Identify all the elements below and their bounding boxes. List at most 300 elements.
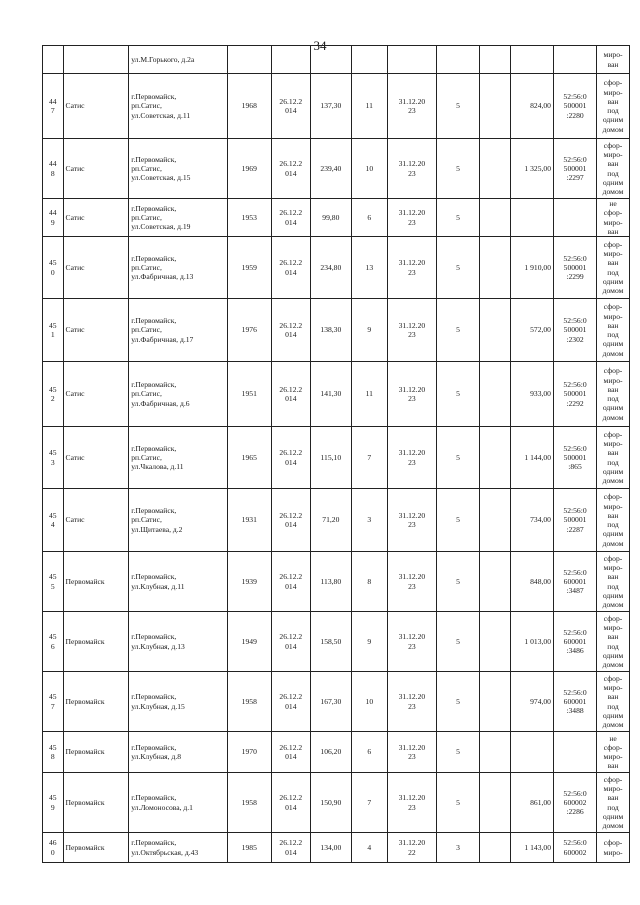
land-plot-status-cell [597, 427, 630, 489]
row-number: 45 9 [48, 793, 57, 812]
cadastral-number: 52:56:0 500001 :2292 [563, 380, 587, 408]
inclusion-date: 26.12.2 014 [279, 632, 303, 651]
cadastral-number: 52:56:0 600001 :3488 [563, 687, 587, 716]
resettlement-deadline-cell [387, 672, 436, 732]
land-plot-status-cell [597, 833, 630, 863]
inclusion-date-cell [271, 299, 310, 362]
cadastral-number-cell [553, 612, 596, 672]
period-years-cell [437, 299, 480, 362]
inclusion-date: 26.12.2 014 [279, 384, 303, 403]
table-row [43, 552, 630, 612]
land-area: 1 143,00 [524, 842, 551, 852]
building-address: г.Первомайск, рп.Сатис, ул.Фабричная, д.17 [131, 316, 194, 344]
cadastral-number-cell [553, 139, 596, 199]
resettlement-deadline-cell [387, 46, 436, 74]
inclusion-date: 26.12.2 014 [279, 96, 303, 115]
building-address: г.Первомайск, ул.Клубная, д.13 [131, 632, 185, 651]
land-area-cell [510, 427, 553, 489]
row-number-cell [43, 46, 64, 74]
cadastral-number-cell [553, 199, 596, 237]
land-plot-status-cell [597, 489, 630, 552]
row-number-cell [43, 299, 64, 362]
settlement-name: Сатис [65, 163, 85, 173]
total-area: 71,20 [322, 515, 340, 525]
land-area: 1 325,00 [524, 163, 551, 173]
settlement-name: Первомайск [65, 797, 105, 807]
land-area-cell [510, 552, 553, 612]
land-plot-status: сфор- миро- [603, 838, 623, 857]
period-years-cell [437, 612, 480, 672]
settlement-name-cell [63, 199, 129, 237]
land-area-cell [510, 139, 553, 199]
construction-year-cell [227, 362, 271, 427]
resettlement-deadline: 31.12.20 23 [398, 208, 426, 227]
inclusion-date: 26.12.2 014 [279, 742, 303, 761]
table-row [43, 612, 630, 672]
total-area-cell [310, 489, 351, 552]
settlement-name-cell [63, 46, 129, 74]
total-area: 150,90 [320, 797, 342, 807]
total-area-cell [310, 199, 351, 237]
empty-cell-cell [480, 139, 511, 199]
land-plot-status-cell [597, 199, 630, 237]
row-number-cell [43, 552, 64, 612]
construction-year-cell [227, 672, 271, 732]
resettlement-deadline: 31.12.20 23 [398, 384, 426, 403]
resettlement-deadline-cell [387, 732, 436, 773]
resettlement-deadline: 31.12.20 23 [398, 96, 426, 115]
apartment-count-cell [351, 427, 387, 489]
apartment-count: 13 [365, 262, 374, 272]
inclusion-date: 26.12.2 014 [279, 320, 303, 339]
inclusion-date-cell [271, 732, 310, 773]
resettlement-deadline: 31.12.20 23 [398, 510, 426, 529]
settlement-name: Сатис [65, 325, 85, 335]
land-area-cell [510, 46, 553, 74]
inclusion-date: 26.12.2 014 [279, 448, 303, 467]
building-address: г.Первомайск, рп.Сатис, ул.Советская, д.15 [131, 154, 191, 183]
row-number: 46 0 [48, 838, 57, 857]
row-number-cell [43, 74, 64, 139]
cadastral-number: 52:56:0 500001 :2297 [563, 154, 587, 183]
construction-year-cell [227, 139, 271, 199]
cadastral-number-cell [553, 46, 596, 74]
settlement-name: Сатис [65, 212, 85, 222]
land-area: 1 013,00 [524, 636, 551, 646]
apartment-count: 10 [365, 696, 374, 706]
building-address: г.Первомайск, рп.Сатис, ул.Советская, д.11 [131, 92, 191, 120]
total-area-cell [310, 552, 351, 612]
land-area-cell [510, 237, 553, 299]
apartment-count: 11 [365, 389, 373, 399]
construction-year: 1951 [241, 389, 257, 399]
total-area: 99,80 [322, 212, 340, 222]
inclusion-date: 26.12.2 014 [279, 208, 303, 227]
building-address-cell [129, 552, 228, 612]
period-years: 5 [456, 389, 460, 399]
row-number: 45 4 [48, 510, 57, 529]
land-plot-status-cell [597, 552, 630, 612]
total-area-cell [310, 773, 351, 833]
inclusion-date-cell [271, 833, 310, 863]
row-number: 45 5 [48, 572, 57, 591]
period-years-cell [437, 74, 480, 139]
construction-year-cell [227, 427, 271, 489]
period-years-cell [437, 237, 480, 299]
row-number: 45 8 [48, 742, 57, 761]
land-plot-status: не сфор- миро- ван [603, 199, 623, 236]
building-address: г.Первомайск, ул.Клубная, д.11 [131, 572, 185, 591]
settlement-name: Первомайск [65, 842, 105, 852]
total-area-cell [310, 362, 351, 427]
cadastral-number: 52:56:0 500001 :2299 [563, 253, 587, 282]
row-number: 45 7 [48, 692, 57, 711]
period-years-cell [437, 427, 480, 489]
table-row [43, 299, 630, 362]
construction-year: 1949 [241, 636, 257, 646]
inclusion-date: 26.12.2 014 [279, 692, 303, 711]
row-number: 44 8 [48, 159, 57, 178]
land-plot-status-cell [597, 299, 630, 362]
row-number-cell [43, 773, 64, 833]
empty-cell-cell [480, 833, 511, 863]
total-area-cell [310, 833, 351, 863]
cadastral-number-cell [553, 362, 596, 427]
settlement-name: Первомайск [65, 696, 105, 706]
empty-cell-cell [480, 489, 511, 552]
building-address-cell [129, 773, 228, 833]
apartment-count: 3 [367, 515, 372, 525]
building-address-cell [129, 427, 228, 489]
total-area: 138,30 [320, 325, 342, 335]
table-row [43, 489, 630, 552]
inclusion-date-cell [271, 139, 310, 199]
land-area-cell [510, 732, 553, 773]
apartment-count-cell [351, 773, 387, 833]
empty-cell-cell [480, 362, 511, 427]
total-area-cell [310, 139, 351, 199]
construction-year-cell [227, 732, 271, 773]
land-plot-status-cell [597, 74, 630, 139]
page-number: 34 [313, 38, 327, 53]
settlement-name: Сатис [65, 389, 85, 399]
resettlement-deadline: 31.12.20 23 [398, 448, 426, 467]
apartment-count-cell [351, 612, 387, 672]
cadastral-number: 52:56:0 600002 [563, 838, 587, 857]
resettlement-deadline-cell [387, 612, 436, 672]
cadastral-number: 52:56:0 500001 :865 [563, 443, 587, 472]
building-address: г.Первомайск, ул.Ломоносова, д.1 [131, 793, 193, 812]
construction-year-cell [227, 299, 271, 362]
resettlement-deadline-cell [387, 489, 436, 552]
land-area: 848,00 [530, 576, 551, 586]
period-years-cell [437, 552, 480, 612]
inclusion-date: 26.12.2 014 [279, 159, 303, 178]
building-address: г.Первомайск, ул.Октябрьская, д.43 [131, 838, 199, 857]
land-plot-status: сфор- миро- ван под одним домом [602, 613, 624, 669]
period-years: 5 [456, 262, 460, 272]
cadastral-number: 52:56:0 600001 :3487 [563, 567, 587, 596]
apartment-count: 4 [367, 842, 372, 852]
land-plot-status-cell [597, 139, 630, 199]
apartment-count: 11 [365, 101, 373, 111]
table-row [43, 139, 630, 199]
total-area: 106,20 [320, 747, 342, 757]
total-area-cell [310, 237, 351, 299]
total-area: 239,40 [320, 163, 342, 173]
period-years-cell [437, 672, 480, 732]
period-years: 5 [456, 325, 460, 335]
cadastral-number-cell [553, 427, 596, 489]
table-row [43, 427, 630, 489]
land-plot-status-cell [597, 612, 630, 672]
settlement-name: Сатис [65, 452, 85, 462]
construction-year-cell [227, 773, 271, 833]
row-number-cell [43, 199, 64, 237]
settlement-name-cell [63, 427, 129, 489]
inclusion-date-cell [271, 612, 310, 672]
land-area: 1 910,00 [524, 262, 551, 272]
period-years-cell [437, 732, 480, 773]
cadastral-number-cell [553, 833, 596, 863]
settlement-name-cell [63, 237, 129, 299]
building-address: г.Первомайск, рп.Сатис, ул.Фабричная, д.13 [131, 253, 194, 282]
total-area-cell [310, 672, 351, 732]
building-address-cell [129, 833, 228, 863]
inclusion-date-cell [271, 773, 310, 833]
resettlement-deadline: 31.12.20 23 [398, 742, 426, 761]
settlement-name-cell [63, 489, 129, 552]
inclusion-date: 26.12.2 014 [279, 510, 303, 529]
total-area-cell [310, 427, 351, 489]
total-area: 115,10 [320, 452, 342, 462]
settlement-name-cell [63, 612, 129, 672]
land-plot-status-cell [597, 46, 630, 74]
land-area: 1 144,00 [524, 452, 551, 462]
resettlement-deadline: 31.12.20 23 [398, 320, 426, 339]
settlement-name-cell [63, 139, 129, 199]
construction-year-cell [227, 489, 271, 552]
period-years-cell [437, 362, 480, 427]
land-area-cell [510, 489, 553, 552]
apartment-count-cell [351, 46, 387, 74]
inclusion-date-cell [271, 427, 310, 489]
row-number-cell [43, 489, 64, 552]
construction-year: 1985 [241, 842, 257, 852]
land-area-cell [510, 362, 553, 427]
apartment-count: 7 [367, 797, 372, 807]
resettlement-deadline: 31.12.20 23 [398, 632, 426, 651]
apartment-count-cell [351, 672, 387, 732]
construction-year: 1931 [241, 515, 257, 525]
row-number: 44 9 [48, 208, 57, 227]
resettlement-deadline: 31.12.20 23 [398, 793, 426, 812]
empty-cell-cell [480, 732, 511, 773]
apartment-count-cell [351, 732, 387, 773]
inclusion-date: 26.12.2 014 [279, 258, 303, 277]
land-plot-status-cell [597, 773, 630, 833]
total-area: 234,80 [320, 262, 342, 272]
resettlement-deadline-cell [387, 552, 436, 612]
land-plot-status-cell [597, 672, 630, 732]
land-plot-status: сфор- миро- ван под одним домом [602, 302, 624, 358]
table-row [43, 732, 630, 773]
table-row [43, 773, 630, 833]
settlement-name: Сатис [65, 515, 85, 525]
land-plot-status: сфор- миро- ван под одним домом [602, 239, 624, 295]
construction-year: 1939 [241, 576, 257, 586]
total-area-cell [310, 46, 351, 74]
construction-year-cell [227, 612, 271, 672]
land-area: 974,00 [530, 696, 551, 706]
construction-year: 1970 [241, 747, 257, 757]
total-area: 158,50 [320, 636, 342, 646]
land-plot-status: сфор- миро- ван под одним домом [602, 429, 624, 485]
building-address-cell [129, 489, 228, 552]
inclusion-date: 26.12.2 014 [279, 572, 303, 591]
construction-year-cell [227, 199, 271, 237]
land-plot-status: сфор- миро- ван под одним домом [602, 553, 624, 609]
row-number-cell [43, 362, 64, 427]
apartment-count-cell [351, 237, 387, 299]
land-area-cell [510, 773, 553, 833]
apartment-count-cell [351, 489, 387, 552]
row-number: 45 0 [48, 258, 57, 277]
construction-year: 1959 [241, 262, 257, 272]
cadastral-number-cell [553, 552, 596, 612]
inclusion-date-cell [271, 74, 310, 139]
row-number-cell [43, 427, 64, 489]
table-row [43, 74, 630, 139]
period-years: 5 [456, 576, 460, 586]
land-area-cell [510, 199, 553, 237]
settlement-name-cell [63, 299, 129, 362]
building-address-cell [129, 46, 228, 74]
cadastral-number: 52:56:0 500001 :2302 [563, 316, 587, 344]
cadastral-number-cell [553, 672, 596, 732]
apartment-count: 8 [367, 576, 372, 586]
resettlement-deadline-cell [387, 74, 436, 139]
building-address-cell [129, 237, 228, 299]
table-row [43, 237, 630, 299]
inclusion-date-cell [271, 489, 310, 552]
building-address: г.Первомайск, ул.Клубная, д.15 [131, 692, 185, 711]
construction-year-cell [227, 833, 271, 863]
apartment-count: 9 [367, 636, 372, 646]
row-number-cell [43, 672, 64, 732]
resettlement-deadline-cell [387, 299, 436, 362]
period-years: 5 [456, 696, 460, 706]
settlement-name: Первомайск [65, 576, 105, 586]
row-number: 45 2 [48, 384, 57, 403]
building-address-cell [129, 299, 228, 362]
construction-year: 1965 [241, 452, 257, 462]
cadastral-number-cell [553, 489, 596, 552]
inclusion-date-cell [271, 237, 310, 299]
inclusion-date-cell [271, 199, 310, 237]
row-number: 44 7 [48, 96, 57, 115]
housing-registry-table [42, 45, 630, 863]
resettlement-deadline-cell [387, 427, 436, 489]
settlement-name: Первомайск [65, 636, 105, 646]
row-number-cell [43, 237, 64, 299]
settlement-name-cell [63, 732, 129, 773]
table-row [43, 672, 630, 732]
settlement-name-cell [63, 74, 129, 139]
empty-cell-cell [480, 672, 511, 732]
land-area: 734,00 [530, 515, 551, 525]
settlement-name: Сатис [65, 262, 85, 272]
total-area: 167,30 [320, 696, 342, 706]
cadastral-number: 52:56:0 500001 :2287 [563, 506, 587, 534]
period-years-cell [437, 773, 480, 833]
building-address: г.Первомайск, рп.Сатис, ул.Щитаева, д.2 [131, 506, 183, 534]
construction-year: 1968 [241, 101, 257, 111]
apartment-count-cell [351, 552, 387, 612]
resettlement-deadline: 31.12.20 23 [398, 692, 426, 711]
construction-year: 1953 [241, 212, 257, 222]
empty-cell-cell [480, 74, 511, 139]
period-years: 5 [456, 163, 460, 173]
cadastral-number: 52:56:0 500001 :2280 [563, 92, 587, 120]
land-plot-status: сфор- миро- ван под одним домом [602, 492, 624, 548]
table-row [43, 46, 630, 74]
total-area-cell [310, 612, 351, 672]
row-number: 45 1 [48, 320, 57, 339]
building-address: г.Первомайск, ул.Клубная, д.8 [131, 742, 182, 761]
building-address: г.Первомайск, рп.Сатис, ул.Фабричная, д.6 [131, 380, 190, 408]
settlement-name-cell [63, 672, 129, 732]
resettlement-deadline-cell [387, 237, 436, 299]
row-number-cell [43, 732, 64, 773]
apartment-count-cell [351, 139, 387, 199]
inclusion-date-cell [271, 552, 310, 612]
building-address-cell [129, 139, 228, 199]
cadastral-number-cell [553, 74, 596, 139]
cadastral-number: 52:56:0 600001 :3486 [563, 627, 587, 656]
land-area: 824,00 [530, 101, 551, 111]
inclusion-date-cell [271, 46, 310, 74]
total-area-cell [310, 299, 351, 362]
period-years: 3 [456, 842, 460, 852]
resettlement-deadline-cell [387, 773, 436, 833]
settlement-name-cell [63, 773, 129, 833]
apartment-count: 9 [367, 325, 372, 335]
total-area: 113,80 [320, 576, 342, 586]
land-area: 861,00 [530, 797, 551, 807]
settlement-name-cell [63, 362, 129, 427]
cadastral-number-cell [553, 773, 596, 833]
building-address-cell [129, 612, 228, 672]
resettlement-deadline: 31.12.20 23 [398, 159, 426, 178]
land-plot-status: сфор- миро- ван под одним домом [602, 774, 624, 830]
land-area-cell [510, 612, 553, 672]
cadastral-number: 52:56:0 600002 :2286 [563, 788, 587, 817]
building-address: ул.М.Горького, д.2а [131, 54, 195, 64]
apartment-count: 6 [367, 747, 372, 757]
period-years-cell [437, 489, 480, 552]
resettlement-deadline-cell [387, 139, 436, 199]
period-years-cell [437, 199, 480, 237]
construction-year: 1958 [241, 797, 257, 807]
total-area-cell [310, 732, 351, 773]
apartment-count-cell [351, 833, 387, 863]
period-years: 5 [456, 797, 460, 807]
inclusion-date: 26.12.2 014 [279, 838, 303, 857]
land-area: 933,00 [530, 389, 551, 399]
construction-year-cell [227, 237, 271, 299]
building-address-cell [129, 74, 228, 139]
